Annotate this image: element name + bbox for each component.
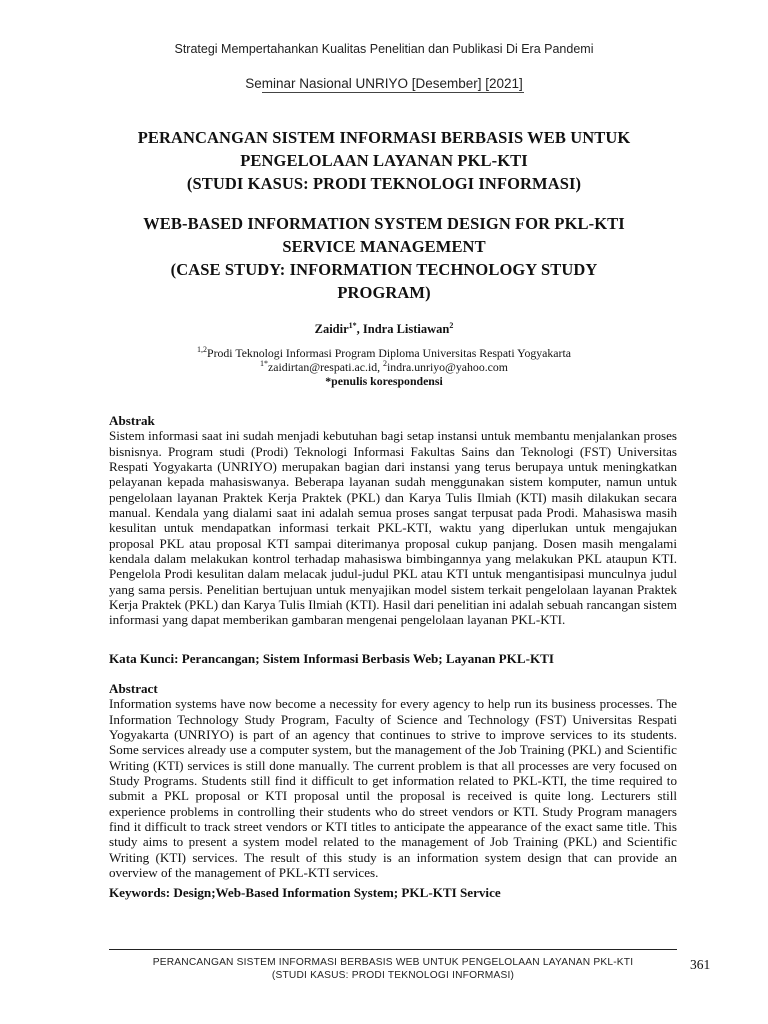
title-en-line-3: (CASE STUDY: INFORMATION TECHNOLOGY STUDY [170,260,598,279]
abstrak-text: Sistem informasi saat ini sudah menjadi kebutuhan bagi setap instansi untuk membantu menjalankan proses bisnisnya. Program studi (Prodi) Teknologi Informasi Fakultas Sains dan Teknologi (FST) Universitas Respati Yogyakarta (UNRIYO) merupakan bagian dari instansi yang terus berupaya untuk meningkatkan pelayanan kepada mahasiswanya. Beberapa layanan sudah menggunakan sistem komputer, namun untuk pengelolaan layanan Praktek Kerja Praktek (PKL) dan Karya Tulis Ilmiah (KTI) masih dilakukan secara manual. Kendala yang dialami saat ini adalah semua proses sangat terpusat pada Prodi. Mahasiswa masih kesulitan untuk mendapatkan informasi terkait PKL-KTI, waktu yang diperlukan untuk mengajukan proposal PKL atau proposal KTI sampai diterimanya proposal cukup panjang. Dosen masih mengalami kendala dalam melakukan kontrol terhadap mahasiswa bimbingannya yang melakukan PKL ataupun KTI. Pengelola Prodi kesulitan dalam melacak judul-judul PKL atau KTI untuk mengantisipasi munculnya judul yang sama persis. Penelitian bertujuan untuk menyajikan model sistem terkait pengelolaan layanan Praktek Kerja Praktek (PKL) dan Karya Tulis Ilmiah (KTI). Hasil dari penelitian ini adalah sebuah rancangan sistem informasi yang dapat memberikan gambaran mengenai pengelolaan layanan PKL-KTI. [109,428,677,628]
author-2: Indra Listiawan [362,322,450,336]
footer-title-line-2: (STUDI KASUS: PRODI TEKNOLOGI INFORMASI) [271,970,515,981]
affiliation-sup: 1,2 [197,345,208,355]
header-underline [262,92,524,93]
email-1-sup: 1* [260,359,268,369]
author-2-sup: 2 [449,320,454,330]
footer-title-line-1: PERANCANGAN SISTEM INFORMASI BERBASIS WEB UNTUK PENGELOLAAN LAYANAN PKL-KTI [152,957,634,968]
author-1: Zaidir [314,322,349,336]
page-number: 361 [690,957,711,972]
abstract-text: Information systems have now become a necessity for every agency to help run its business processes. The Information Technology Study Program, Faculty of Science and Technology (FST) Universitas Respati Yogyakarta (UNRIYO) is part of an agency that continues to strive to improve services to its students. Some services already use a computer system, but the management of the Job Training (PKL) and Scientific Writing (KTI) services is still done manually. The current problem is that all processes are very focused on Study Programs. Students still find it difficult to get information related to PKL-KTI, the time required to submit a PKL proposal or KTI proposal until the proposal is received is quite long. Lecturers still experience problems in controlling their students who do street vendors or KTI. Study Program managers find it difficult to track street vendors or KTI titles to anticipate the appearance of the exact same title. This study aims to present a system model related to the management of Job Training (PKL) and Scientific Writing (KTI) services. The result of this study is an information system design that can provide an overview of the management of PKL-KTI services. [109,696,677,881]
title-en-line-1: WEB-BASED INFORMATION SYSTEM DESIGN FOR PKL-KTI [143,214,625,233]
abstrak-heading: Abstrak [109,413,155,428]
email-2: indra.unriyo@yahoo.com [387,360,508,374]
running-header-seminar: Seminar Nasional UNRIYO [Desember] [2021] [245,76,523,91]
running-header-title: Strategi Mempertahankan Kualitas Penelitian dan Publikasi Di Era Pandemi [174,42,594,56]
corresponding-author-note: *penulis korespondensi [325,374,443,388]
email-1: zaidirtan@respati.ac.id, [268,360,384,374]
kata-kunci: Kata Kunci: Perancangan; Sistem Informasi Berbasis Web; Layanan PKL-KTI [109,651,554,666]
title-id-line-2: PENGELOLAAN LAYANAN PKL-KTI [240,151,528,170]
title-block [80,126,688,304]
author-line [0,322,768,337]
footer-rule [109,949,677,950]
keywords: Keywords: Design;Web-Based Information System; PKL-KTI Service [109,885,501,900]
affiliation-block [0,346,768,388]
abstract-section [109,681,677,880]
title-id-line-3: (STUDI KASUS: PRODI TEKNOLOGI INFORMASI) [186,174,582,193]
author-separator: , [356,322,363,336]
author-1-sup: 1* [348,320,357,330]
title-en-line-4: PROGRAM) [337,283,431,302]
email-2-sup: 2 [383,359,388,369]
abstrak-section [109,413,677,628]
abstract-heading: Abstract [109,681,158,696]
affiliation-text: Prodi Teknologi Informasi Program Diploma Universitas Respati Yogyakarta [207,346,571,360]
title-id-line-1: PERANCANGAN SISTEM INFORMASI BERBASIS WEB UNTUK [137,128,631,147]
title-en-line-2: SERVICE MANAGEMENT [282,237,486,256]
